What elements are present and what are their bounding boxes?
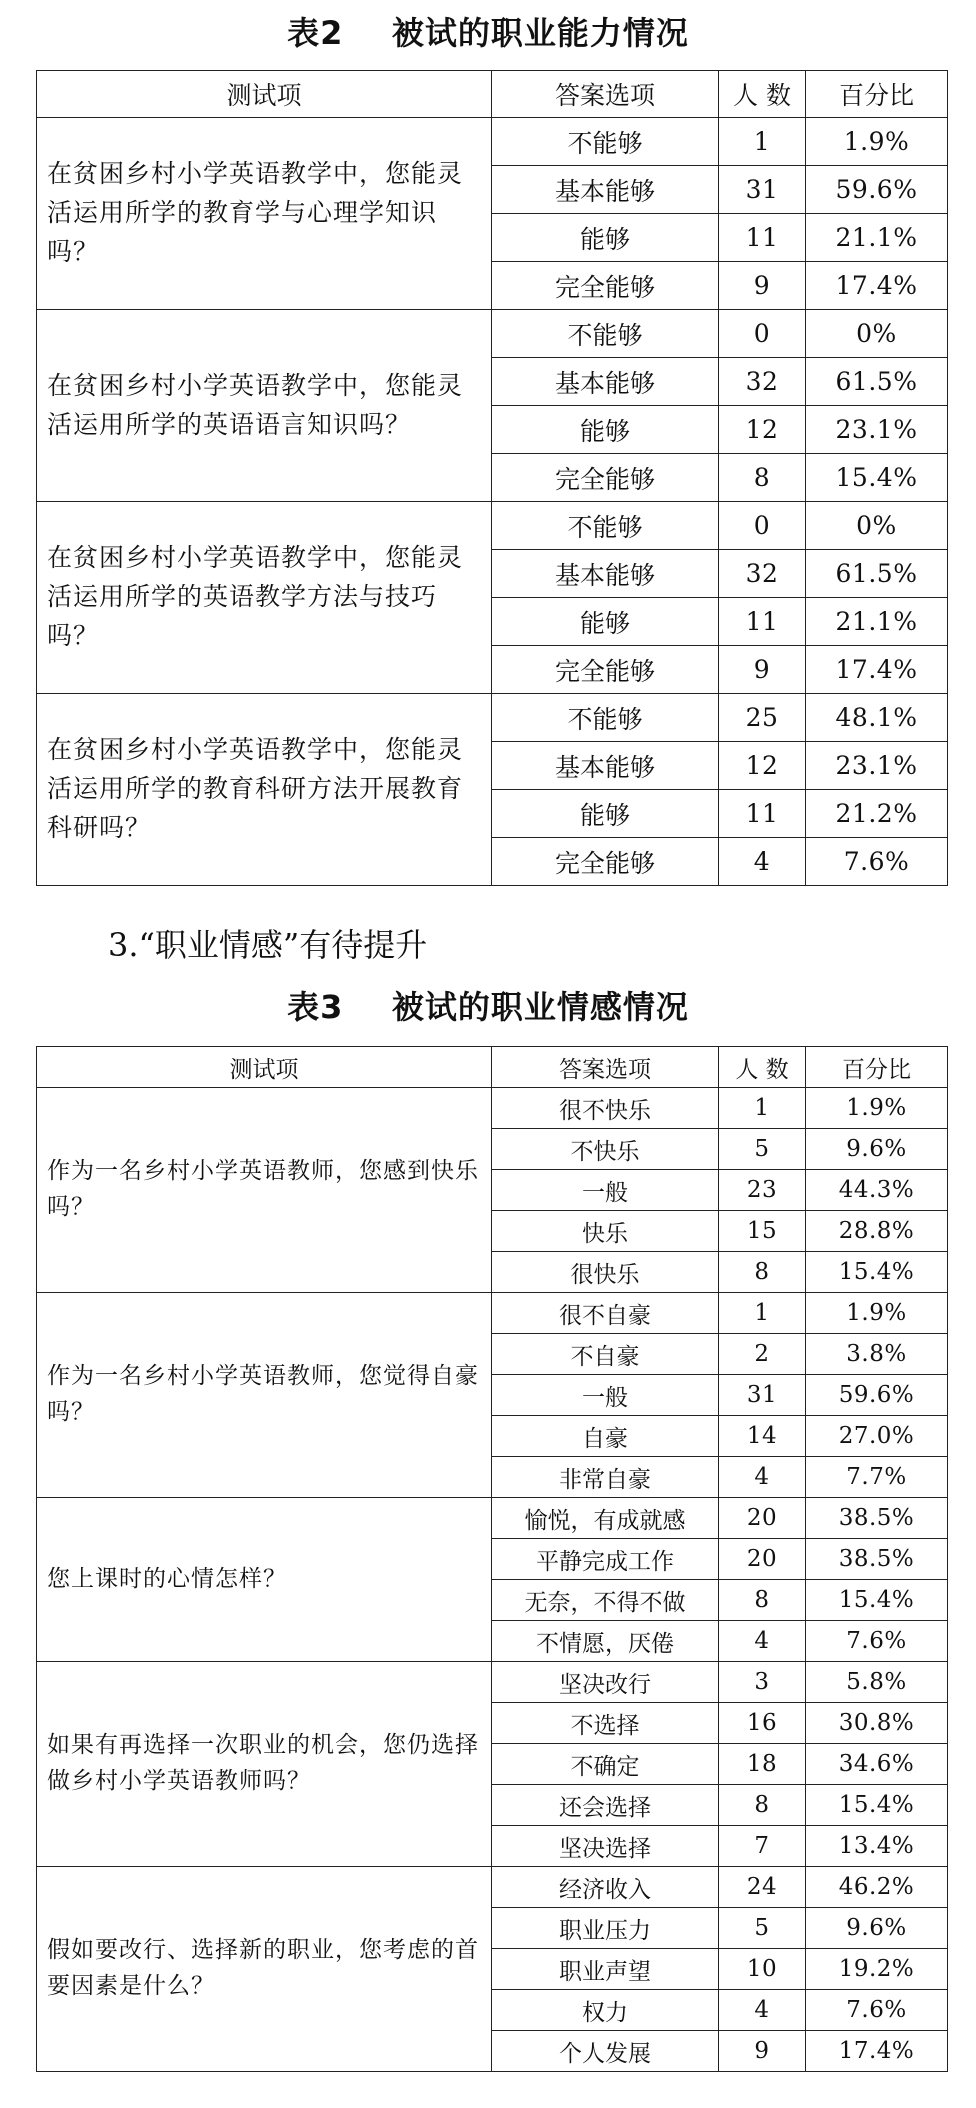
percent-cell: 38.5% [806,1498,948,1539]
question-cell: 在贫困乡村小学英语教学中，您能灵活运用所学的英语语言知识吗？ [37,310,492,502]
option-cell: 不选择 [492,1703,719,1744]
percent-cell: 7.6% [806,1990,948,2031]
question-cell: 假如要改行、选择新的职业，您考虑的首要因素是什么？ [37,1867,492,2072]
percent-cell: 44.3% [806,1170,948,1211]
percent-cell: 21.1% [806,598,948,646]
table-row [37,118,948,166]
percent-cell: 17.4% [806,262,948,310]
option-cell: 完全能够 [492,454,719,502]
header-count: 人 数 [719,71,806,118]
count-cell: 18 [719,1744,806,1785]
count-cell: 10 [719,1949,806,1990]
percent-cell: 7.6% [806,838,948,886]
table-row [37,694,948,742]
percent-cell: 30.8% [806,1703,948,1744]
table-row [37,1088,948,1129]
count-cell: 31 [719,1375,806,1416]
question-cell: 在贫困乡村小学英语教学中，您能灵活运用所学的教育科研方法开展教育科研吗？ [37,694,492,886]
option-cell: 不能够 [492,310,719,358]
question-cell: 您上课时的心情怎样？ [37,1498,492,1662]
percent-cell: 1.9% [806,1088,948,1129]
percent-cell: 17.4% [806,2031,948,2072]
percent-cell: 19.2% [806,1949,948,1990]
option-cell: 坚决选择 [492,1826,719,1867]
count-cell: 0 [719,310,806,358]
percent-cell: 1.9% [806,118,948,166]
option-cell: 自豪 [492,1416,719,1457]
question-cell: 作为一名乡村小学英语教师，您感到快乐吗？ [37,1088,492,1293]
option-cell: 快乐 [492,1211,719,1252]
header-answer-option: 答案选项 [492,1047,719,1088]
option-cell: 无奈，不得不做 [492,1580,719,1621]
table-header-row [37,71,948,118]
percent-cell: 38.5% [806,1539,948,1580]
table2-body [37,118,948,886]
count-cell: 15 [719,1211,806,1252]
header-test-item: 测试项 [37,1047,492,1088]
percent-cell: 9.6% [806,1129,948,1170]
option-cell: 基本能够 [492,550,719,598]
count-cell: 4 [719,1621,806,1662]
option-cell: 不确定 [492,1744,719,1785]
count-cell: 9 [719,2031,806,2072]
count-cell: 11 [719,598,806,646]
percent-cell: 15.4% [806,1252,948,1293]
percent-cell: 23.1% [806,406,948,454]
option-cell: 很不快乐 [492,1088,719,1129]
header-count: 人 数 [719,1047,806,1088]
percent-cell: 3.8% [806,1334,948,1375]
option-cell: 完全能够 [492,262,719,310]
option-cell: 不情愿，厌倦 [492,1621,719,1662]
option-cell: 不自豪 [492,1334,719,1375]
percent-cell: 28.8% [806,1211,948,1252]
count-cell: 5 [719,1908,806,1949]
count-cell: 8 [719,1252,806,1293]
count-cell: 25 [719,694,806,742]
percent-cell: 15.4% [806,454,948,502]
percent-cell: 7.6% [806,1621,948,1662]
percent-cell: 59.6% [806,1375,948,1416]
count-cell: 11 [719,214,806,262]
option-cell: 能够 [492,406,719,454]
table-row [37,1498,948,1539]
option-cell: 基本能够 [492,358,719,406]
count-cell: 1 [719,118,806,166]
header-percent: 百分比 [806,71,948,118]
percent-cell: 27.0% [806,1416,948,1457]
table3-body [37,1088,948,2072]
table-header-row [37,1047,948,1088]
percent-cell: 5.8% [806,1662,948,1703]
count-cell: 8 [719,1785,806,1826]
percent-cell: 9.6% [806,1908,948,1949]
count-cell: 8 [719,454,806,502]
count-cell: 7 [719,1826,806,1867]
count-cell: 23 [719,1170,806,1211]
count-cell: 16 [719,1703,806,1744]
option-cell: 基本能够 [492,742,719,790]
count-cell: 20 [719,1539,806,1580]
option-cell: 不快乐 [492,1129,719,1170]
count-cell: 32 [719,550,806,598]
option-cell: 一般 [492,1170,719,1211]
count-cell: 14 [719,1416,806,1457]
count-cell: 31 [719,166,806,214]
count-cell: 4 [719,838,806,886]
percent-cell: 23.1% [806,742,948,790]
percent-cell: 46.2% [806,1867,948,1908]
count-cell: 9 [719,646,806,694]
percent-cell: 0% [806,310,948,358]
option-cell: 完全能够 [492,646,719,694]
percent-cell: 15.4% [806,1785,948,1826]
percent-cell: 1.9% [806,1293,948,1334]
header-percent: 百分比 [806,1047,948,1088]
section-heading: 3.“职业情感”有待提升 [108,926,428,964]
percent-cell: 21.1% [806,214,948,262]
percent-cell: 15.4% [806,1580,948,1621]
percent-cell: 59.6% [806,166,948,214]
question-cell: 在贫困乡村小学英语教学中，您能灵活运用所学的教育学与心理学知识吗？ [37,118,492,310]
option-cell: 能够 [492,214,719,262]
percent-cell: 34.6% [806,1744,948,1785]
count-cell: 20 [719,1498,806,1539]
option-cell: 经济收入 [492,1867,719,1908]
option-cell: 完全能够 [492,838,719,886]
table2-caption: 表2 被试的职业能力情况 [287,14,689,52]
option-cell: 坚决改行 [492,1662,719,1703]
header-answer-option: 答案选项 [492,71,719,118]
percent-cell: 48.1% [806,694,948,742]
table-row [37,310,948,358]
percent-cell: 61.5% [806,550,948,598]
table-row [37,502,948,550]
option-cell: 一般 [492,1375,719,1416]
question-cell: 作为一名乡村小学英语教师，您觉得自豪吗？ [37,1293,492,1498]
table2 [36,70,948,886]
option-cell: 愉悦，有成就感 [492,1498,719,1539]
percent-cell: 17.4% [806,646,948,694]
count-cell: 12 [719,406,806,454]
count-cell: 1 [719,1293,806,1334]
option-cell: 能够 [492,598,719,646]
option-cell: 不能够 [492,502,719,550]
count-cell: 11 [719,790,806,838]
option-cell: 很不自豪 [492,1293,719,1334]
option-cell: 职业压力 [492,1908,719,1949]
count-cell: 32 [719,358,806,406]
table3-caption: 表3 被试的职业情感情况 [287,988,689,1026]
option-cell: 还会选择 [492,1785,719,1826]
count-cell: 4 [719,1990,806,2031]
count-cell: 4 [719,1457,806,1498]
option-cell: 能够 [492,790,719,838]
percent-cell: 0% [806,502,948,550]
count-cell: 8 [719,1580,806,1621]
option-cell: 个人发展 [492,2031,719,2072]
percent-cell: 61.5% [806,358,948,406]
table-row [37,1662,948,1703]
count-cell: 3 [719,1662,806,1703]
table-row [37,1293,948,1334]
table-row [37,1867,948,1908]
count-cell: 24 [719,1867,806,1908]
option-cell: 很快乐 [492,1252,719,1293]
option-cell: 职业声望 [492,1949,719,1990]
option-cell: 非常自豪 [492,1457,719,1498]
header-test-item: 测试项 [37,71,492,118]
count-cell: 12 [719,742,806,790]
option-cell: 基本能够 [492,166,719,214]
count-cell: 9 [719,262,806,310]
count-cell: 5 [719,1129,806,1170]
percent-cell: 7.7% [806,1457,948,1498]
percent-cell: 13.4% [806,1826,948,1867]
question-cell: 如果有再选择一次职业的机会，您仍选择做乡村小学英语教师吗？ [37,1662,492,1867]
option-cell: 平静完成工作 [492,1539,719,1580]
option-cell: 不能够 [492,694,719,742]
question-cell: 在贫困乡村小学英语教学中，您能灵活运用所学的英语教学方法与技巧吗？ [37,502,492,694]
count-cell: 2 [719,1334,806,1375]
count-cell: 1 [719,1088,806,1129]
percent-cell: 21.2% [806,790,948,838]
table3 [36,1046,948,2072]
option-cell: 不能够 [492,118,719,166]
count-cell: 0 [719,502,806,550]
option-cell: 权力 [492,1990,719,2031]
